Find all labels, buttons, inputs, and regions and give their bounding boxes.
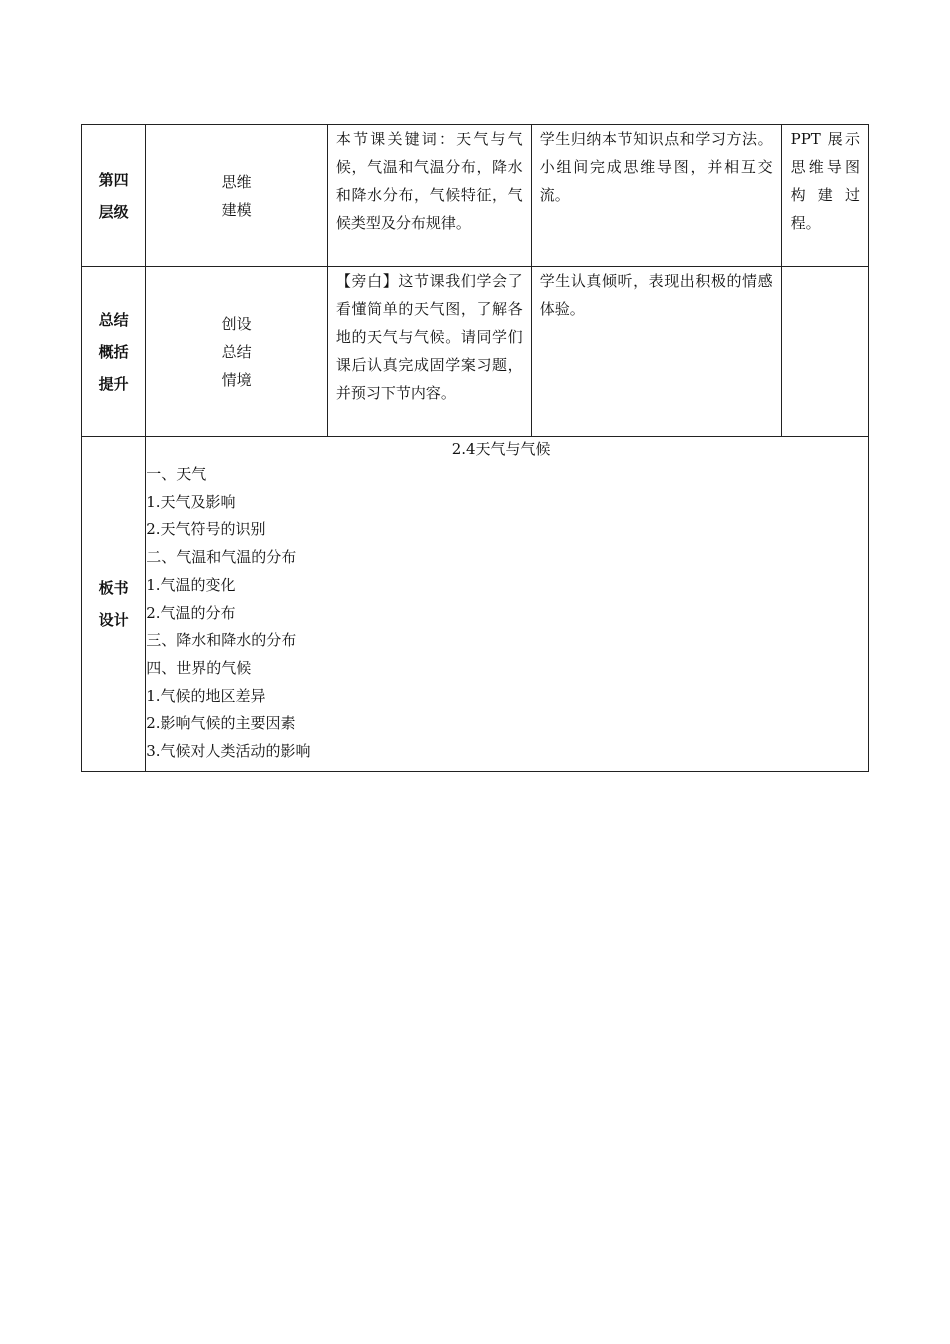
teacher-activity-cell xyxy=(327,267,531,437)
student-activity-text: 学生归纳本节知识点和学习方法。小组间完成思维导图，并相互交流。 xyxy=(539,130,773,204)
media-line: 程。 xyxy=(790,214,821,232)
method-cell xyxy=(146,267,328,437)
media-cell xyxy=(781,267,868,437)
teacher-activity-cell xyxy=(327,125,531,267)
board-item: 1.天气及影响 xyxy=(146,492,236,511)
board-item: 3.气候对人类活动的影响 xyxy=(146,742,311,761)
level-cell xyxy=(82,267,146,437)
board-item: 2.影响气候的主要因素 xyxy=(146,714,296,733)
board-label: 设计 xyxy=(98,611,129,629)
board-item: 1.气温的变化 xyxy=(146,575,236,594)
board-item: 二、气温和气温的分布 xyxy=(146,548,297,567)
level-text: 第四 xyxy=(98,170,129,189)
table-row xyxy=(82,437,869,772)
level-text: 概括 xyxy=(98,342,129,361)
board-label-cell xyxy=(82,437,146,772)
student-activity-text: 学生认真倾听，表现出积极的情感体验。 xyxy=(539,272,773,318)
media-line: PPT 展示 xyxy=(790,130,860,148)
level-text: 层级 xyxy=(98,202,129,221)
board-item: 一、天气 xyxy=(146,465,207,483)
table-row xyxy=(82,125,869,267)
media-line: 思维导图 xyxy=(790,158,860,176)
method-text: 情境 xyxy=(221,370,252,389)
student-activity-cell xyxy=(531,125,781,267)
media-line: 构 建 过 xyxy=(790,186,860,204)
student-activity-cell xyxy=(531,267,781,437)
level-text: 总结 xyxy=(98,310,129,329)
board-item: 2.天气符号的识别 xyxy=(146,520,266,539)
board-item: 四、世界的气候 xyxy=(146,658,252,677)
method-text: 建模 xyxy=(221,200,252,219)
method-cell xyxy=(146,125,328,267)
method-text: 总结 xyxy=(221,342,252,361)
board-item: 三、降水和降水的分布 xyxy=(146,631,297,650)
level-cell xyxy=(82,125,146,267)
board-label: 板书 xyxy=(98,579,129,597)
board-item: 2.气温的分布 xyxy=(146,603,236,622)
method-text: 创设 xyxy=(221,314,252,333)
table-row xyxy=(82,267,869,437)
teacher-activity-text: 本节课关键词：天气与气候，气温和气温分布，降水和降水分布，气候特征，气候类型及分布规律。 xyxy=(335,130,523,232)
board-item: 1.气候的地区差异 xyxy=(146,686,266,705)
board-design-cell xyxy=(146,437,869,772)
lesson-plan-table xyxy=(81,124,869,772)
method-text: 思维 xyxy=(221,172,252,191)
media-cell xyxy=(781,125,868,267)
level-text: 提升 xyxy=(98,374,129,393)
board-title: 2.4天气与气候 xyxy=(451,440,551,458)
media-text xyxy=(782,125,868,237)
teacher-activity-text: 【旁白】这节课我们学会了看懂简单的天气图，了解各地的天气与气候。请同学们课后认真完成固学案习题，并预习下节内容。 xyxy=(335,272,523,402)
